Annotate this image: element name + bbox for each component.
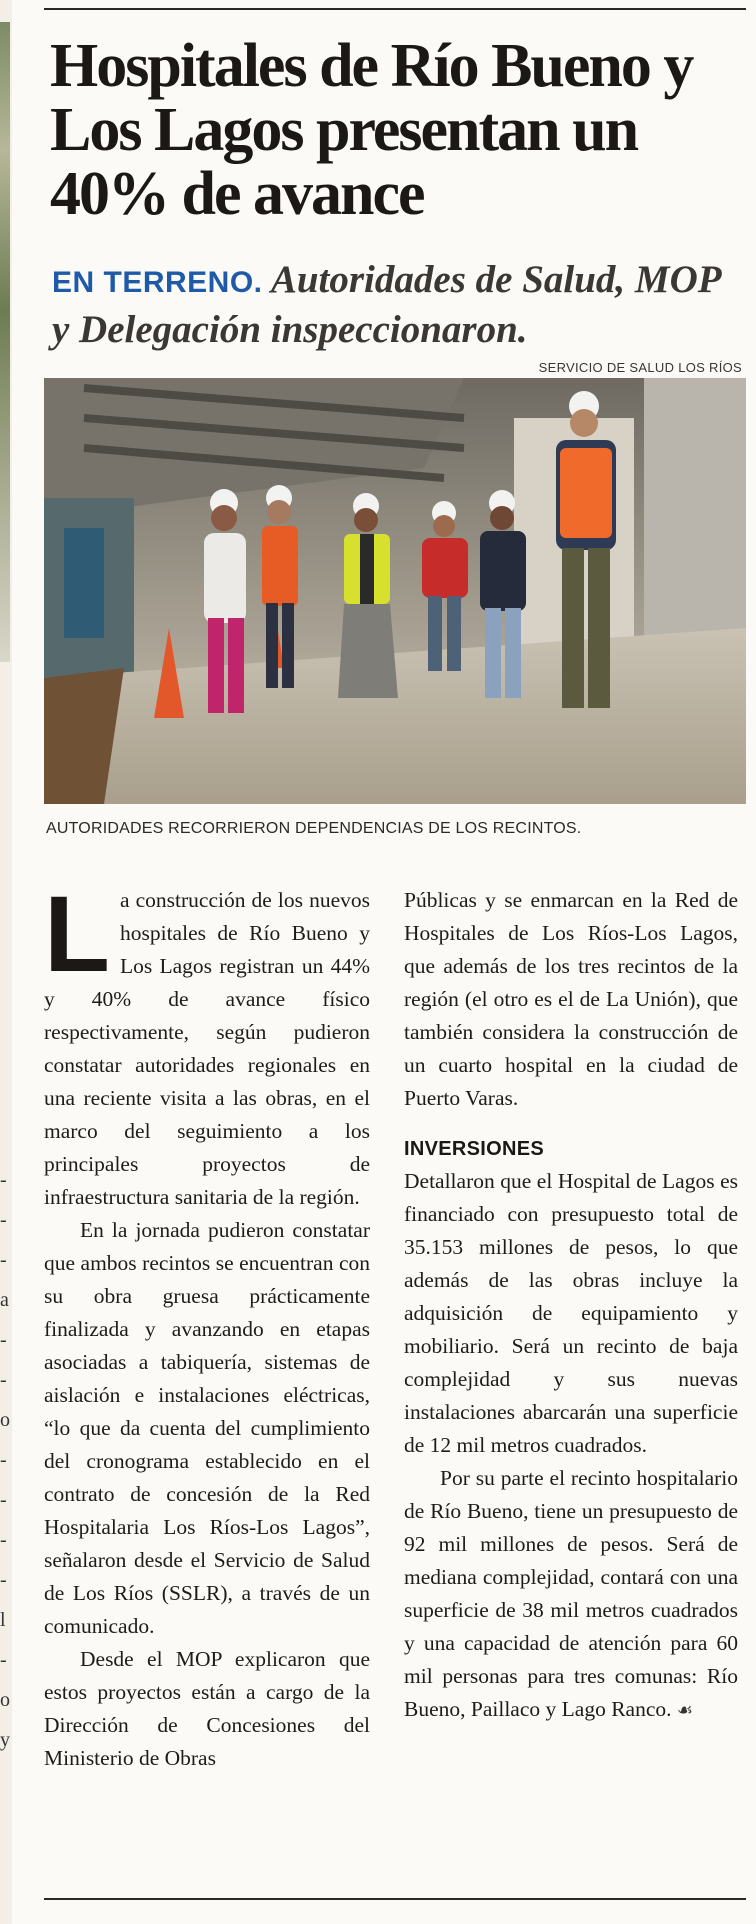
paragraph: Detallaron que el Hospital de Lagos es financiado con presupuesto total de 35.153 millones de pesos, lo que además de las obras incluye la adquisición de equipamiento y mobiliario. Será un recinto de baja complejidad y sus nuevas instalaciones abarcarán una superficie de 12 mil metros cuadrados. — [404, 1169, 738, 1457]
kicker: EN TERRENO. — [52, 266, 263, 299]
end-mark-icon: ☙ — [676, 1700, 694, 1721]
drop-cap: L — [44, 873, 110, 994]
bottom-rule — [44, 1898, 746, 1900]
adjacent-letter: - — [0, 1169, 7, 1191]
body-column-right — [404, 884, 738, 1727]
subheading: INVERSIONES — [404, 1138, 544, 1160]
adjacent-letter: - — [0, 1249, 7, 1271]
adjacent-letter: - — [0, 1489, 7, 1511]
adjacent-letter: - — [0, 1449, 7, 1471]
body-column-left — [44, 873, 370, 1775]
adjacent-letter: - — [0, 1369, 7, 1391]
adjacent-letter: a — [0, 1289, 9, 1311]
adjacent-letter: - — [0, 1649, 7, 1671]
article-photo — [44, 378, 746, 804]
photo-illustration — [44, 378, 746, 804]
adjacent-letter: - — [0, 1529, 7, 1551]
deck — [52, 256, 742, 353]
paragraph: En la jornada pudieron constatar que ambos recintos se encuentran con su obra gruesa prácticamente finalizada y avanzando en etapas asociadas a tabiquería, sistemas de aislación e instalaciones eléctricas, “lo que da cuenta del cumplimiento del cronograma establecido en el contrato de concesión de la Red Hospitalaria Los Ríos-Los Lagos”, señalaron desde el Servicio de Salud de Los Ríos (SSLR), a través de un comunicado. — [44, 1218, 370, 1638]
photo-credit: SERVICIO DE SALUD LOS RÍOS — [538, 360, 742, 375]
adjacent-letter: l — [0, 1609, 6, 1631]
adjacent-letter: - — [0, 1569, 7, 1591]
adjacent-page-strip — [0, 0, 12, 1924]
adjacent-letter: - — [0, 1329, 7, 1351]
paragraph-text: a construcción de los nuevos hospitales de Río Bueno y Los Lagos registran un 44% y 40% de avance físico respectivamente, según pudieron constatar autoridades regionales en una reciente visita a las obras, en el marco del seguimiento a los principales proyectos de infraestructura sanitaria de la región. — [44, 888, 370, 1209]
deck-text: Autoridades de Salud, MOP y Delegación inspeccionaron. — [52, 258, 721, 351]
adjacent-letter: o — [0, 1689, 10, 1711]
adjacent-letter: o — [0, 1409, 10, 1431]
photo-caption: AUTORIDADES RECORRIERON DEPENDENCIAS DE LOS RECINTOS. — [46, 820, 582, 837]
adjacent-letter: - — [0, 1209, 7, 1231]
paragraph: Públicas y se enmarcan en la Red de Hospitales de Los Ríos-Los Lagos, que además de los tres recintos de la región (el otro es el de La Unión), que también considera la construcción de un cuarto hospital en la ciudad de Puerto Varas. — [404, 888, 738, 1110]
paragraph-text: Por su parte el recinto hospitalario de Río Bueno, tiene un presupuesto de 92 mil millones de pesos. Será de mediana complejidad, contará con una superficie de 38 mil metros cuadrados y una capacidad de atención para 60 mil personas para tres comunas: Río Bueno, Paillaco y Lago Ranco. — [404, 1466, 738, 1721]
top-rule — [44, 8, 746, 10]
headline: Hospitales de Río Bueno y Los Lagos presentan un 40% de avance — [50, 32, 693, 228]
paragraph: Desde el MOP explicaron que estos proyectos están a cargo de la Dirección de Concesiones del Ministerio de Obras — [44, 1647, 370, 1770]
adjacent-letter: y — [0, 1729, 10, 1751]
paragraph — [404, 1462, 738, 1727]
paragraph — [44, 873, 370, 1214]
adjacent-page-letters — [0, 1160, 12, 1760]
adjacent-page-photo — [0, 22, 10, 662]
